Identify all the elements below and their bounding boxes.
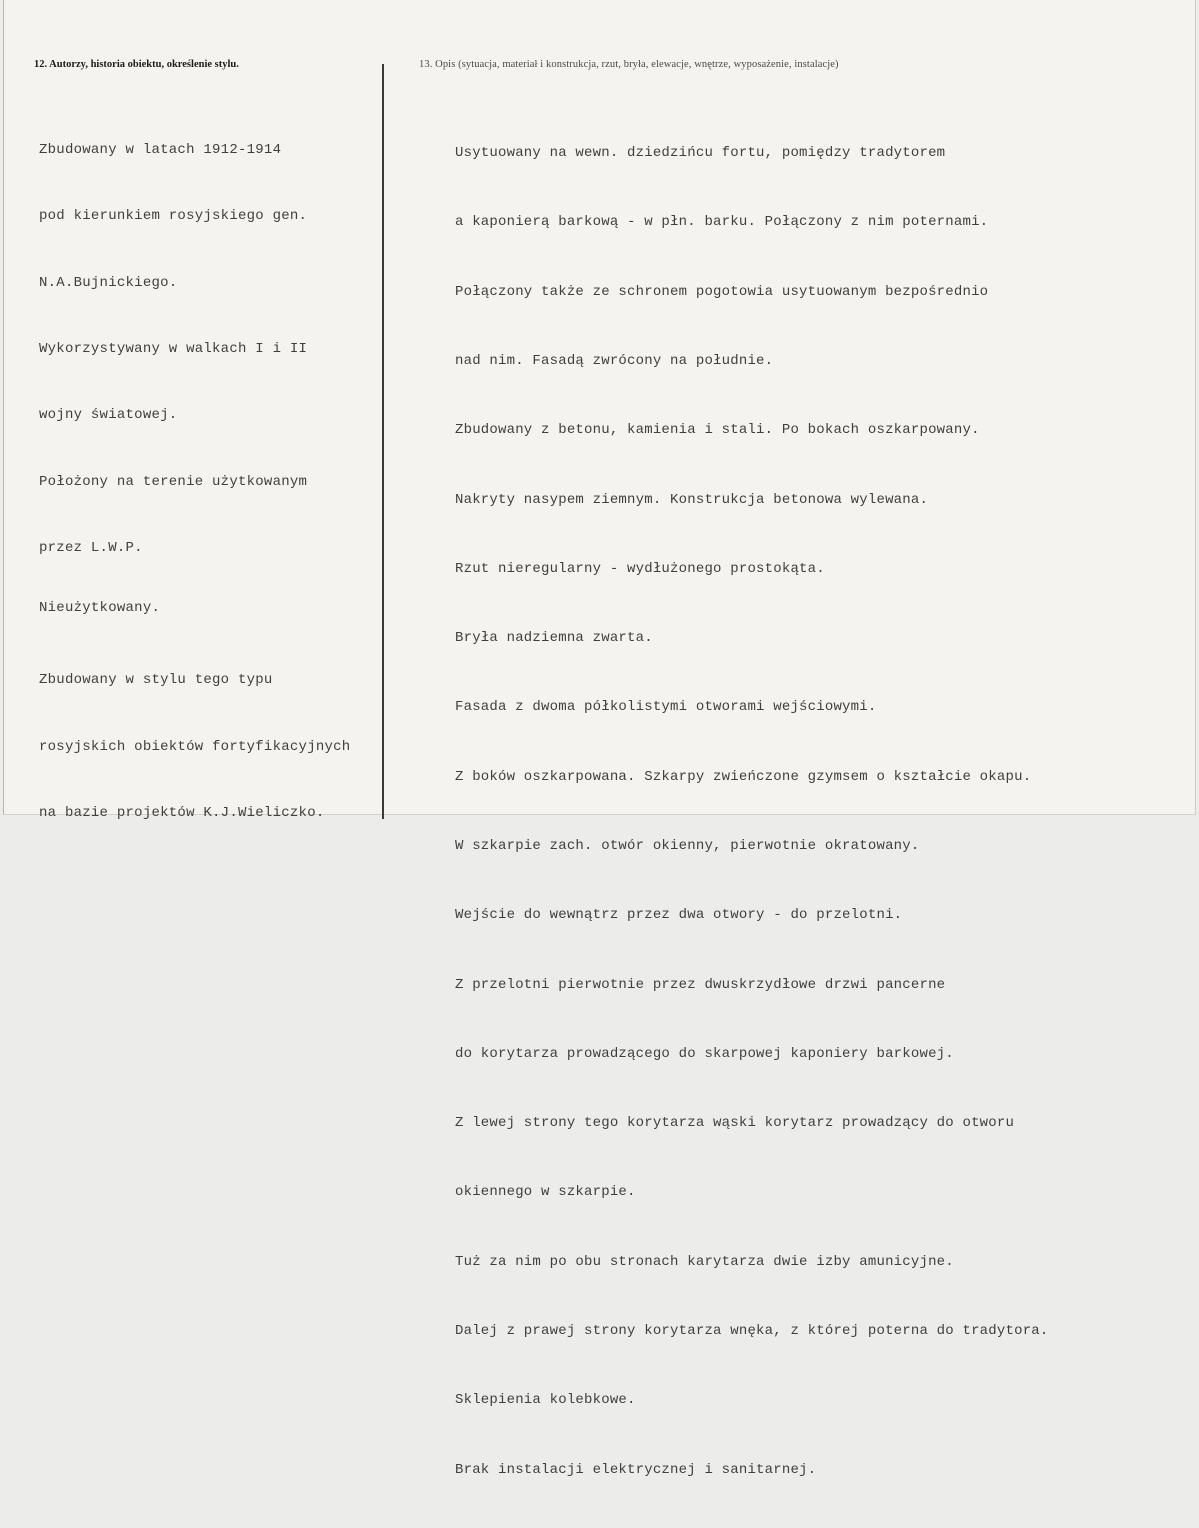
history-line: Nieużytkowany.: [39, 600, 161, 617]
description-line: Nakryty nasypem ziemnym. Konstrukcja betonowa wylewana.: [455, 491, 929, 508]
description-line: Z lewej strony tego korytarza wąski korytarz prowadzący do otworu: [455, 1115, 1015, 1132]
description-line: Dalej z prawej strony korytarza wnęka, z której poterna do tradytora.: [455, 1322, 1049, 1339]
history-line: przez L.W.P.: [39, 539, 143, 556]
description-text: [455, 96, 1049, 1528]
description-line: Bryła nadziemna zwarta.: [455, 630, 653, 647]
description-line: do korytarza prowadzącego do skarpowej kaponiery barkowej.: [455, 1045, 954, 1062]
column-divider: [382, 64, 384, 819]
description-line: W szkarpie zach. otwór okienny, pierwotnie okratowany.: [455, 838, 920, 854]
description-line: Z boków oszkarpowana. Szkarpy zwieńczone gzymsem o kształcie okapu.: [455, 768, 1032, 785]
history-line: na bazie projektów K.J.Wieliczko.: [39, 805, 325, 821]
description-line: Zbudowany z betonu, kamienia i stali. Po bokach oszkarpowany.: [455, 422, 980, 439]
history-text: [39, 95, 350, 868]
document-page: [3, 0, 1196, 1478]
description-line: Tuż za nim po obu stronach karytarza dwie izby amunicyjne.: [455, 1253, 954, 1270]
description-line: Połączony także ze schronem pogotowia usytuowanym bezpośrednio: [455, 283, 989, 300]
description-line: Rzut nieregularny - wydłużonego prostokąta.: [455, 560, 825, 577]
field-13-label: 13. Opis (sytuacja, materiał i konstrukcja, rzut, bryła, elewacje, wnętrze, wyposażenie, instalacje): [419, 59, 839, 70]
history-line: rosyjskich obiektów fortyfikacyjnych: [39, 738, 351, 755]
history-line: Wykorzystywany w walkach I i II: [39, 341, 308, 358]
description-line: Sklepienia kolebkowe.: [455, 1392, 636, 1409]
history-line: pod kierunkiem rosyjskiego gen.: [39, 208, 308, 225]
description-line: Wejście do wewnątrz przez dwa otwory - do przelotni.: [455, 907, 903, 924]
description-line: Z przelotni pierwotnie przez dwuskrzydłowe drzwi pancerne: [455, 976, 946, 993]
description-line: okiennego w szkarpie.: [455, 1184, 636, 1201]
history-line: Zbudowany w stylu tego typu: [39, 672, 273, 689]
history-line: N.A.Bujnickiego.: [39, 274, 178, 291]
history-line: Położony na terenie użytkowanym: [39, 473, 308, 490]
description-line: Usytuowany na wewn. dziedzińcu fortu, pomiędzy tradytorem: [455, 145, 946, 162]
history-line: Zbudowany w latach 1912-1914: [39, 142, 282, 159]
description-line: Brak instalacji elektrycznej i sanitarnej.: [455, 1461, 817, 1478]
description-line: Fasada z dwoma półkolistymi otworami wejściowymi.: [455, 699, 877, 716]
field-12-label: 12. Autorzy, historia obiektu, określenie stylu.: [34, 59, 239, 70]
history-line: wojny światowej.: [39, 407, 178, 424]
description-line: a kaponierą barkową - w płn. barku. Połączony z nim poternami.: [455, 214, 989, 231]
description-line: nad nim. Fasadą zwrócony na południe.: [455, 353, 774, 370]
